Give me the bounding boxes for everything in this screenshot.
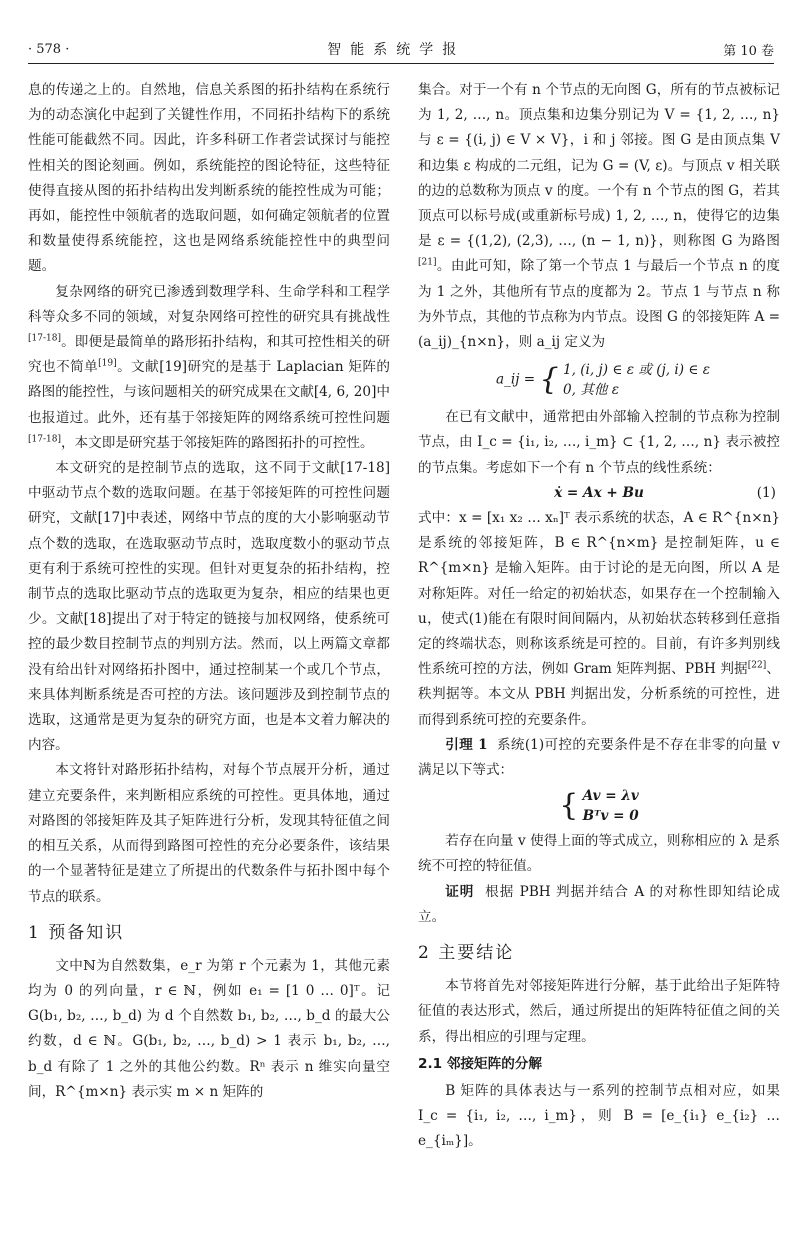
paragraph: 本节将首先对邻接矩阵进行分解，基于此给出子矩阵特征值的表达形式，然后，通过所提出的矩阵特征值之间的关系，得出相应的引理与定理。 [418,978,780,1045]
volume-label: 第 10 卷 [723,43,774,59]
paragraph: B 矩阵的具体表达与一系列的控制节点相对应，如果 I_c = {i₁, i₂, …, i_m}，则 B = [e_{i₁} e_{i₂} … e_{iₘ}]。 [418,1082,780,1150]
paragraph: 在已有文献中，通常把由外部输入控制的节点称为控制节点，由 I_c = {i₁, i₂, …, i_m} ⊂ {1, 2, …, n} 表示被控的节点集。考虑如下一个有 n 个节点的线性系统： [418,409,780,476]
left-column [28,78,390,1105]
citation: [17-18] [28,434,61,445]
paragraph: 息的传递之上的。自然地，信息关系图的拓扑结构在系统行为的动态演化中起到了关键性作用，不同拓扑结构下的系统性能可能截然不同。因此，许多科研工作者尝试探讨与能控性相关的图论刻画。例如，系统能控的图论特征，这些特征使得直接从图的拓扑结构出发判断系统的能控性成为可能；再如，能控性中领航者的选取问题，如何确定领航者的位置和数量使得系统能控，这也是网络系统能控性中的典型问题。 [28,82,390,275]
right-column [418,78,780,1155]
lemma: 引理 1 系统(1)可控的充要条件是不存在非零的向量 v 满足以下等式： [418,736,780,779]
equation-number: (1) [756,484,776,501]
lemma-label: 引理 1 [445,736,488,753]
section-heading: 1 预备知识 [28,922,125,943]
citation: [17-18] [28,333,61,344]
paragraph: 本文将针对路形拓扑结构，对每个节点展开分析，通过建立充要条件，来判断相应系统的可控性。更具体地，通过对路图的邻接矩阵及其子矩阵进行分析，发现其特征值之间的相互关系，从而得到路图可控性的充分必要条件，该结果的一个显著特征是建立了所提出的代数条件与拓扑图中每个节点的联系。 [28,762,390,905]
subsection-heading: 2.1 邻接矩阵的分解 [418,1055,542,1072]
citation: [21] [418,257,437,268]
paragraph: 式中：x = [x₁ x₂ … xₙ]ᵀ 表示系统的状态，A ∈ R^{n×n} 是系统的邻接矩阵，B ∈ R^{n×m} 是控制矩阵，u ∈ R^{m×n} 是输入矩阵。由于讨论的是无向图，所以 A 是对称矩阵。对任一给定的初始状态，如果存在一个控制输入 u，使式(1)能在有限时间间隔内，从初始状态转移到任意指定的终端状态，则称该系统是可控的。目前，有许多判别线性系统可控的方法，例如 Gram 矩阵判据、PBH 判据[22]、秩判据等。本文从 PBH 判据出发，分析系统的可控性，进而得到系统可控的充要条件。 [418,510,780,728]
paragraph: 集合。对于一个有 n 个节点的无向图 G，所有的节点被标记为 1, 2, …, n。顶点集和边集分别记为 V = {1, 2, …, n} 与 ε = {(i, j) ∈ V × V}，i 和 j 邻接。图 G 是由顶点集 V 和边集 ε 构成的二元组，记为 G = (V, ε)。与顶点 v 相关联的边的总数称为顶点 v 的度。一个有 n 个节点的图 G，若其顶点可以标号成(或重新标号成) 1, 2, …, n，使得它的边集是 ε = {(1,2), (2,3), …, (n − 1, n)}，则称图 G 为路图[21]。由此可知，除了第一个节点 1 与最后一个节点 n 的度为 1 之外，其他所有节点的度都为 2。节点 1 与节点 n 称为外节点，其他的节点称为内节点。设图 G 的邻接矩阵 A = (a_ij)_{n×n}，则 a_ij 定义为 [418,82,781,351]
paragraph: 若存在向量 v 使得上面的等式成立，则称相应的 λ 是系统不可控的特征值。 [418,833,780,875]
proof: 证明 根据 PBH 判据并结合 A 的对称性即知结论成立。 [418,883,781,925]
citation: [19] [98,358,117,369]
header-rule [28,63,774,64]
citation: [22] [747,660,767,671]
section-heading: 2 主要结论 [418,943,515,964]
equation-1: ẋ = Ax + Bu (1) [418,481,780,506]
proof-label: 证明 [445,883,475,900]
paragraph: 本文研究的是控制节点的选取，这不同于文献[17-18]中驱动节点个数的选取问题。在基于邻接矩阵的可控性问题研究，文献[17]中表述，网络中节点的度的大小影响驱动节点个数的选取，在选取驱动节点时，选取度数小的驱动节点更有利于系统可控性的实现。但针对更复杂的拓扑结构，控制节点的选取比驱动节点的选取更为复杂，相应的结果也更少。文献[18]提出了对于特定的链接与加权网络，使系统可控的最少数目控制节点的判别方法。然而，以上两篇文章都没有给出针对网络拓扑图中，通过控制某一个或几个节点，来具体判断系统是否可控的方法。该问题涉及到控制节点的选取，这通常是更为复杂的研究方面，也是本文着力解决的内容。 [28,460,390,754]
paragraph: 文中ℕ为自然数集，e_r 为第 r 个元素为 1，其他元素均为 0 的列向量，r ∈ ℕ，例如 e₁ = [1 0 … 0]ᵀ。记 G(b₁, b₂, …, b_d) 为 d 个自然数 b₁, b₂, …, b_d 的最大公约数，d ∈ ℕ。G(b₁, b₂, …, b_d) > 1 表示 b₁, b₂, …, b_d 有除了 1 之外的其他公约数。Rⁿ 表示 n 维实向量空间，R^{m×n} 表示实 m × n 矩阵的 [28,957,390,1100]
lemma-equations: { Av = λv Bᵀv = 0 [559,788,639,825]
journal-title: 智能系统学报 [327,42,466,58]
equation-aij: a_ij = { 1, (i, j) ∈ ε 或 (j, i) ∈ ε 0, 其他 ε [496,362,711,399]
page-header [28,38,774,60]
paragraph: 复杂网络的研究已渗透到数理学科、生命学科和工程学科等众多不同的领域，对复杂网络可控性的研究具有挑战性[17-18]。即便是最简单的路形拓扑结构，和其可控性相关的研究也不简单[19]。文献[19]研究的是基于 Laplacian 矩阵的路图的能控性，与该问题相关的研究成果在文献[4, 6, 20]中也报道过。此外，还有基于邻接矩阵的网络系统可控性问题[17-18]，本文即是研究基于邻接矩阵的路图拓扑的可控性。 [28,283,391,451]
page-number: · 578 · [28,41,70,57]
